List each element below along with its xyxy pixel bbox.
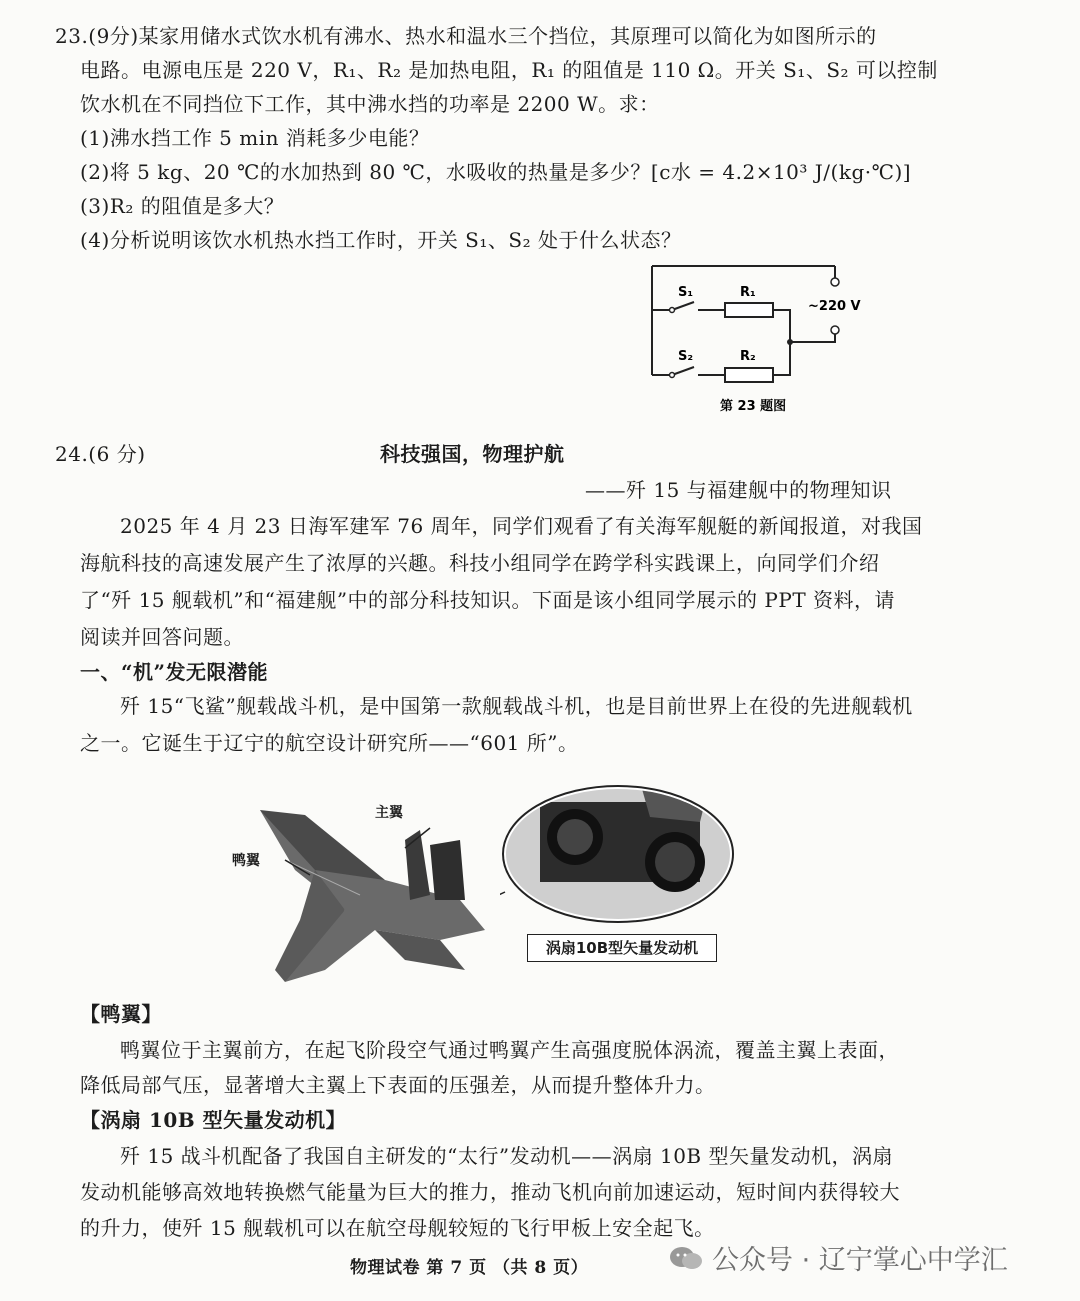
engine-line-2: 发动机能够高效地转换燃气能量为巨大的推力，推动飞机向前加速运动，短时间内获得较大 xyxy=(80,1180,900,1204)
canard-line-2: 降低局部气压，显著增大主翼上下表面的压强差，从而提升整体升力。 xyxy=(80,1073,716,1097)
q24-intro-4: 阅读并回答问题。 xyxy=(80,625,244,649)
label-r1: R₁ xyxy=(740,285,756,300)
q23-sub-3: (3)R₂ 的阻值是多大？ xyxy=(80,194,285,218)
watermark-text: 公众号 · 辽宁掌心中学汇 xyxy=(712,1245,1008,1276)
figure-caption-23: 第 23 题图 xyxy=(720,399,787,414)
page-footer: 物理试卷 第 7 页 （共 8 页） xyxy=(350,1258,589,1278)
label-main-wing: 主翼 xyxy=(375,805,403,821)
label-voltage: ~220 V xyxy=(808,299,861,314)
label-s1: S₁ xyxy=(678,285,694,300)
engine-heading: 【涡扇 10B 型矢量发动机】 xyxy=(80,1108,347,1132)
q24-intro-2: 海航科技的高速发展产生了浓厚的兴趣。科技小组同学在跨学科实践课上，向同学们介绍 xyxy=(80,551,880,575)
label-r2: R₂ xyxy=(740,349,756,364)
label-canard: 鸭翼 xyxy=(232,853,260,869)
q23-line-2: 电路。电源电压是 220 V，R₁、R₂ 是加热电阻，R₁ 的阻值是 110 Ω。开关 S₁、S₂ 可以控制 xyxy=(80,58,938,82)
section-1-line-1: 歼 15“飞鲨”舰载战斗机，是中国第一款舰载战斗机，也是目前世界上在役的先进舰载机 xyxy=(120,694,913,718)
jet-fighter-image xyxy=(255,800,495,985)
q23-line-3: 饮水机在不同挡位下工作，其中沸水挡的功率是 2200 W。求： xyxy=(80,92,660,116)
q23-sub-4: (4)分析说明该饮水机热水挡工作时，开关 S₁、S₂ 处于什么状态？ xyxy=(80,228,682,252)
engine-line-3: 的升力，使歼 15 舰载机可以在航空母舰较短的飞行甲板上安全起飞。 xyxy=(80,1216,715,1240)
q23-sub-1: (1)沸水挡工作 5 min 消耗多少电能？ xyxy=(80,126,430,150)
q23-sub-2: (2)将 5 kg、20 ℃的水加热到 80 ℃，水吸收的热量是多少？[c水 = 4.2×10³ J/(kg·℃)] xyxy=(80,160,912,184)
engine-line-1: 歼 15 战斗机配备了我国自主研发的“太行”发动机——涡扇 10B 型矢量发动机，涡扇 xyxy=(120,1144,893,1168)
q24-intro-3: 了“歼 15 舰载机”和“福建舰”中的部分科技知识。下面是该小组同学展示的 PPT 资料，请 xyxy=(80,588,896,612)
q24-intro-1: 2025 年 4 月 23 日海军建军 76 周年，同学们观看了有关海军舰艇的新闻报道，对我国 xyxy=(120,514,923,538)
label-s2: S₂ xyxy=(678,349,694,364)
wechat-icon xyxy=(668,1245,704,1271)
section-1-heading: 一、“机”发无限潜能 xyxy=(80,660,269,684)
canard-line-1: 鸭翼位于主翼前方，在起飞阶段空气通过鸭翼产生高强度脱体涡流，覆盖主翼上表面， xyxy=(120,1038,899,1062)
q24-number: 24.(6 分) xyxy=(55,442,146,466)
q24-title: 科技强国，物理护航 xyxy=(380,442,565,466)
q23-line-1: 23.(9分)某家用储水式饮水机有沸水、热水和温水三个挡位，其原理可以简化为如图所示的 xyxy=(55,24,877,48)
engine-closeup-image xyxy=(500,782,740,942)
q24-subtitle: ——歼 15 与福建舰中的物理知识 xyxy=(585,478,892,502)
section-1-line-2: 之一。它诞生于辽宁的航空设计研究所——“601 所”。 xyxy=(80,731,579,755)
circuit-diagram xyxy=(640,258,880,418)
engine-caption: 涡扇10B型矢量发动机 xyxy=(527,934,717,962)
canard-heading: 【鸭翼】 xyxy=(80,1002,162,1026)
watermark xyxy=(668,1238,1008,1277)
